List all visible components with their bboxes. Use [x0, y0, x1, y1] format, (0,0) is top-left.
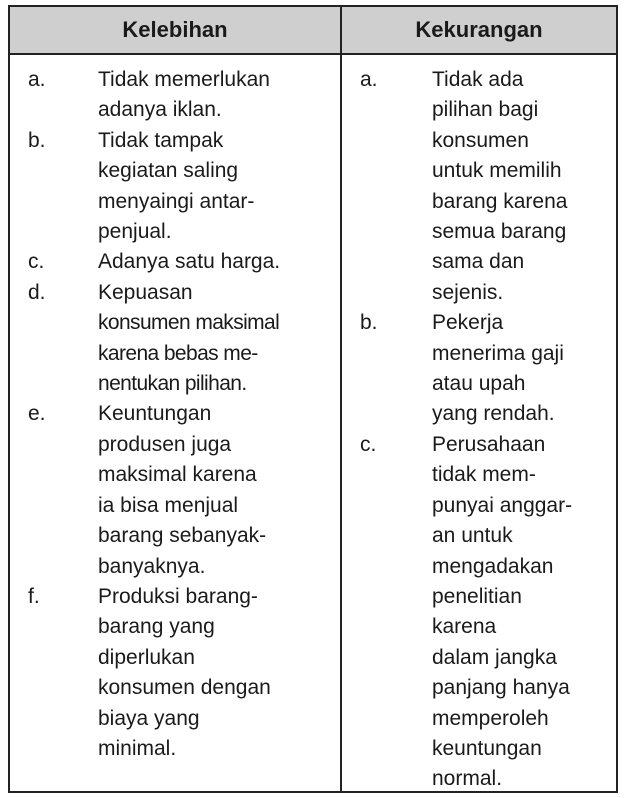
item-text: [98, 399, 328, 581]
text-line: Tidak ada: [432, 68, 524, 91]
text-line: ia bisa menjual: [98, 493, 239, 517]
text-line: Produksi barang-: [98, 584, 258, 608]
text-line: dalam jangka: [432, 645, 557, 669]
text-line: maksimal karena: [98, 463, 257, 487]
text-line: konsumen maksimal: [98, 311, 280, 335]
text-line: an untuk: [432, 524, 513, 548]
item-marker: c.: [28, 250, 45, 274]
item-marker: c.: [360, 432, 377, 456]
text-line: minimal.: [98, 736, 177, 760]
text-line: biaya yang: [98, 706, 200, 730]
text-line: nentukan pilihan.: [98, 372, 247, 396]
text-line: Tidak memerlukan: [98, 68, 270, 91]
text-line: barang karena: [432, 189, 568, 213]
text-line: karena bebas me-: [98, 341, 258, 365]
text-line: Pekerja: [432, 311, 504, 335]
list-item: [360, 65, 610, 308]
item-text: [432, 430, 610, 795]
item-marker: b.: [360, 311, 378, 335]
text-line: kegiatan saling: [98, 159, 239, 183]
list-item: [28, 65, 328, 126]
text-line: adanya iklan.: [98, 98, 222, 122]
column-divider: [340, 7, 342, 791]
text-line: mengadakan: [432, 554, 554, 578]
text-line: yang rendah.: [432, 402, 555, 426]
text-line: barang sebanyak-: [98, 524, 267, 548]
item-marker: d.: [28, 280, 46, 304]
table-header-row: [10, 7, 616, 55]
text-line: barang yang: [98, 615, 215, 639]
item-text: [432, 308, 610, 430]
text-line: karena: [432, 615, 497, 639]
header-kelebihan: Kelebihan: [122, 17, 228, 42]
text-line: memperoleh: [432, 706, 549, 730]
text-line: semua barang: [432, 220, 567, 244]
text-line: atau upah: [432, 372, 526, 396]
item-marker: e.: [28, 402, 46, 426]
text-line: sama dan: [432, 250, 525, 274]
header-kekurangan: Kekurangan: [415, 17, 543, 42]
text-line: penelitian: [432, 584, 522, 608]
text-line: tidak mem-: [432, 463, 536, 487]
text-line: menerima gaji: [432, 341, 564, 365]
text-line: panjang hanya: [432, 676, 570, 700]
item-text: [98, 278, 328, 400]
list-item: [360, 430, 610, 795]
text-line: diperlukan: [98, 645, 195, 669]
list-item: [28, 278, 328, 400]
item-text: [98, 126, 328, 248]
text-line: Adanya satu harga.: [98, 250, 281, 274]
list-item: [28, 126, 328, 248]
list-item: [360, 308, 610, 430]
list-item: [28, 247, 328, 277]
item-marker: b.: [28, 128, 46, 152]
list-item: [28, 582, 328, 764]
text-line: Tidak tampak: [98, 128, 224, 152]
item-marker: a.: [360, 68, 378, 91]
text-line: normal.: [432, 767, 503, 791]
text-line: menyaingi antar-: [98, 189, 255, 213]
item-marker: f.: [28, 584, 40, 608]
list-item: [28, 399, 328, 581]
item-text: [98, 582, 328, 764]
text-line: pilihan bagi: [432, 98, 539, 122]
item-text: [432, 65, 610, 308]
kelebihan-list: [28, 65, 328, 764]
text-line: keuntungan: [432, 736, 542, 760]
item-marker: a.: [28, 68, 46, 91]
text-line: penjual.: [98, 220, 172, 244]
item-text: [98, 65, 328, 126]
text-line: Kepuasan: [98, 280, 193, 304]
text-line: konsumen: [432, 128, 529, 152]
text-line: Keuntungan: [98, 402, 212, 426]
item-text: [98, 247, 328, 277]
text-line: produsen juga: [98, 432, 232, 456]
kekurangan-list: [360, 65, 610, 795]
text-line: untuk memilih: [432, 159, 562, 183]
text-line: banyaknya.: [98, 554, 206, 578]
text-line: Perusahaan: [432, 432, 546, 456]
text-line: konsumen dengan: [98, 676, 271, 700]
text-line: sejenis.: [432, 280, 504, 304]
comparison-table: [8, 5, 618, 793]
text-line: punyai anggar-: [432, 493, 573, 517]
